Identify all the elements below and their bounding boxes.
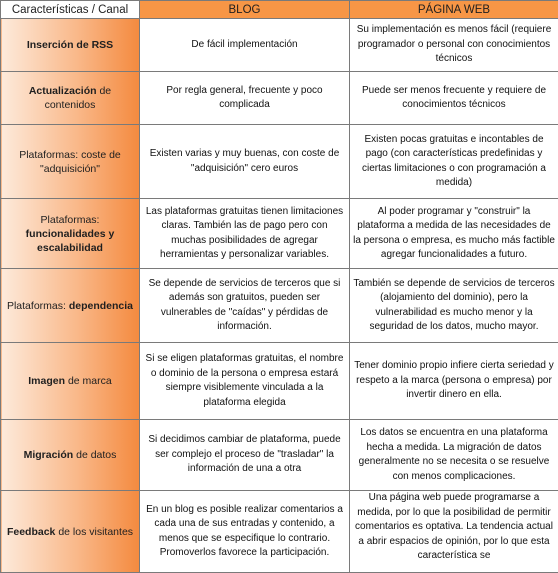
row-label-text: Plataformas:: [7, 300, 69, 312]
row-label-bold: funcionalidades y escalabilidad: [26, 228, 115, 254]
blog-cell: Se depende de servicios de terceros que si además son gratuitos, pueden ser vulnerables de "caídas" y pérdidas de información.: [140, 269, 350, 343]
blog-cell: De fácil implementación: [140, 19, 350, 72]
web-cell: Al poder programar y "construir" la plataforma a medida de las necesidades de la persona o empresa, es mucho más factible agregar funcionalidades a futuro.: [350, 199, 558, 269]
web-cell: Su implementación es menos fácil (requiere programador o personal con conocimientos técnicos: [350, 19, 558, 72]
row-label-text: de marca: [65, 375, 112, 387]
blog-cell: Si se eligen plataformas gratuitas, el nombre o dominio de la persona o empresa estará siempre visiblemente vinculada a la plataforma elegida: [140, 343, 350, 420]
blog-cell: Si decidimos cambiar de plataforma, puede ser complejo el proceso de "trasladar" la información de una a otra: [140, 420, 350, 491]
row-label-bold: Migración: [24, 449, 74, 461]
header-corner: Características / Canal: [1, 1, 140, 19]
web-cell: Puede ser menos frecuente y requiere de conocimientos técnicos: [350, 72, 558, 125]
blog-cell: Existen varias y muy buenas, con coste de "adquisición" cero euros: [140, 125, 350, 199]
web-cell: Existen pocas gratuitas e incontables de pago (con características predefinidas y ciertas limitaciones o con programación a medida): [350, 125, 558, 199]
row-label: [1, 125, 140, 199]
table-row: [1, 269, 558, 343]
table-row: [1, 72, 558, 125]
header-web: PÁGINA WEB: [350, 1, 558, 19]
blog-cell: Por regla general, frecuente y poco complicada: [140, 72, 350, 125]
blog-cell: Las plataformas gratuitas tienen limitaciones claras. También las de pago pero con muchas posibilidades de agregar herramientas y personalizar variables.: [140, 199, 350, 269]
row-label-bold: dependencia: [69, 300, 133, 312]
web-cell: Los datos se encuentra en una plataforma hecha a medida. La migración de datos generalmente no se necesita o se resuelve con menos complicaciones.: [350, 420, 558, 491]
web-cell: Tener dominio propio infiere cierta seriedad y respeto a la marca (persona o empresa) por invertir dinero en ella.: [350, 343, 558, 420]
row-label-text: Plataformas:: [41, 214, 100, 226]
row-label-bold: Actualización: [29, 85, 97, 97]
row-label-text: de contenidos: [45, 85, 112, 111]
row-label-text: de datos: [73, 449, 116, 461]
row-label: [1, 491, 140, 573]
row-label-text: Plataformas: coste de "adquisición": [19, 149, 121, 175]
row-label: [1, 199, 140, 269]
row-label-bold: Imagen: [28, 375, 65, 387]
table-row: [1, 199, 558, 269]
table-row: [1, 19, 558, 72]
table-row: [1, 125, 558, 199]
row-label-bold: Feedback: [7, 526, 55, 538]
row-label: [1, 343, 140, 420]
row-label: [1, 420, 140, 491]
row-label: [1, 19, 140, 72]
row-label: [1, 72, 140, 125]
row-label-bold: Inserción de RSS: [27, 39, 113, 51]
table-row: [1, 343, 558, 420]
table-row: [1, 491, 558, 573]
row-label-text: de los visitantes: [55, 526, 133, 538]
table-row: [1, 420, 558, 491]
blog-cell: En un blog es posible realizar comentarios a cada una de sus entradas y contenido, a menos que se especifique lo contrario. Promoverlos favorece la participación.: [140, 491, 350, 573]
web-cell: Una página web puede programarse a medida, por lo que la posibilidad de permitir comentarios es optativa. La tendencia actual a abrir espacios de opinión, por lo que esta característica se: [350, 491, 558, 573]
web-cell: También se depende de servicios de terceros (alojamiento del dominio), pero la vulnerabilidad es mucho menor y la seguridad de los datos, mucho mayor.: [350, 269, 558, 343]
header-row: [1, 1, 558, 19]
row-label: [1, 269, 140, 343]
header-blog: BLOG: [140, 1, 350, 19]
